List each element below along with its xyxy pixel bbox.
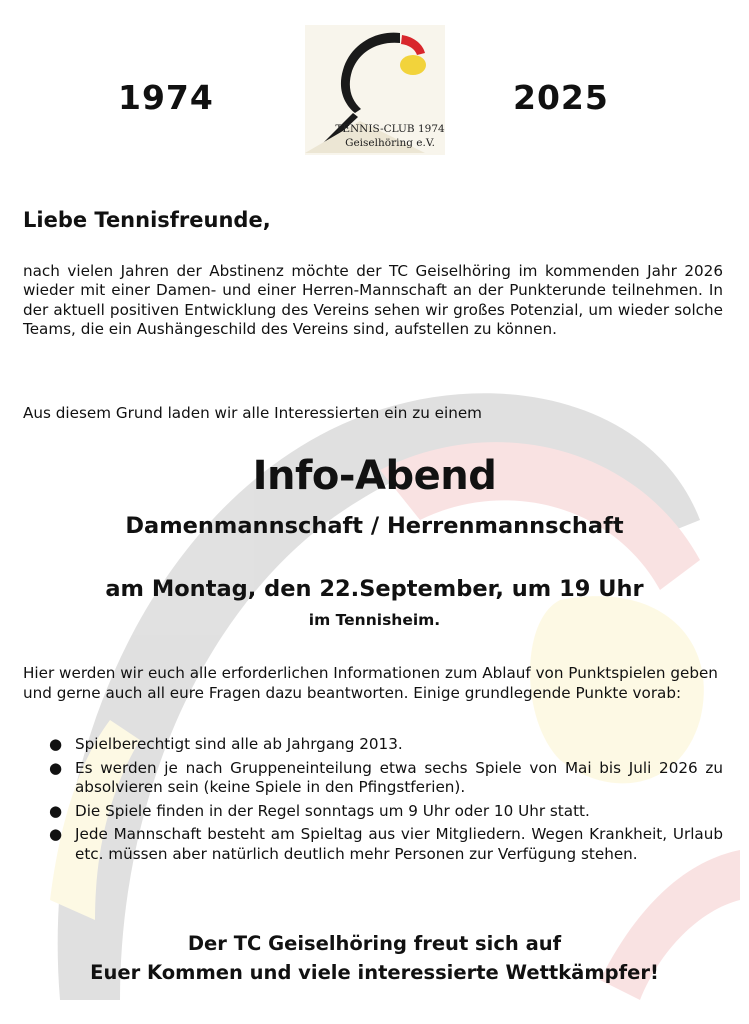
info-paragraph: Hier werden wir euch alle erforderlichen Informationen zum Ablauf von Punktspielen geben und gerne auch all eure Fragen dazu beantworten. Einige grundlegende Punkte vorab: <box>23 664 718 702</box>
key-points-list <box>23 735 723 869</box>
list-item <box>23 759 723 798</box>
bullet-icon: ● <box>49 825 63 844</box>
list-item-text: Die Spiele finden in der Regel sonntags um 9 Uhr oder 10 Uhr statt. <box>75 801 590 820</box>
event-title: Info-Abend <box>252 453 497 499</box>
list-item-text: Spielberechtigt sind alle ab Jahrgang 2013. <box>75 735 403 753</box>
intro-paragraph: nach vielen Jahren der Abstinenz möchte der TC Geiselhöring im kommenden Jahr 2026 wieder mit einer Damen- und einer Herren-Mannschaft an der Punkterunde teilnehmen. In der aktuell positiven Entwicklung des Vereins sehen wir großes Potenzial, um wieder solche Teams, die ein Aushängeschild des Vereins sind, aufstellen zu können. <box>23 262 723 339</box>
current-year: 2025 <box>513 78 609 117</box>
closing-line-1: Der TC Geiselhöring freut sich auf <box>187 932 562 955</box>
logo-club-location: Geiselhöring e.V. <box>345 137 435 149</box>
list-item <box>23 802 723 822</box>
bullet-icon: ● <box>49 735 63 753</box>
logo-club-name: TENNIS-CLUB 1974 <box>335 123 445 135</box>
club-logo <box>305 25 445 155</box>
founding-year: 1974 <box>118 78 214 117</box>
list-item-text: Es werden je nach Gruppeneinteilung etwa sechs Spiele von Mai bis Juli 2026 zu absolvieren sein (keine Spiele in den Pfingstferien). <box>75 758 723 797</box>
invitation-line: Aus diesem Grund laden wir alle Interessierten ein zu einem <box>23 404 482 422</box>
event-subtitle: Damenmannschaft / Herrenmannschaft <box>125 513 624 539</box>
list-item-text: Jede Mannschaft besteht am Spieltag aus vier Mitgliedern. Wegen Krankheit, Urlaub etc. müssen aber natürlich deutlich mehr Personen zur Verfügung stehen. <box>75 825 723 863</box>
list-item <box>23 825 723 864</box>
bullet-icon: ● <box>49 758 63 777</box>
bullet-icon: ● <box>49 801 63 820</box>
closing-line-2: Euer Kommen und viele interessierte Wettkämpfer! <box>90 961 659 984</box>
greeting: Liebe Tennisfreunde, <box>23 208 271 232</box>
event-place: im Tennisheim. <box>308 611 441 629</box>
list-item <box>23 735 723 755</box>
event-date: am Montag, den 22.September, um 19 Uhr <box>105 576 644 602</box>
